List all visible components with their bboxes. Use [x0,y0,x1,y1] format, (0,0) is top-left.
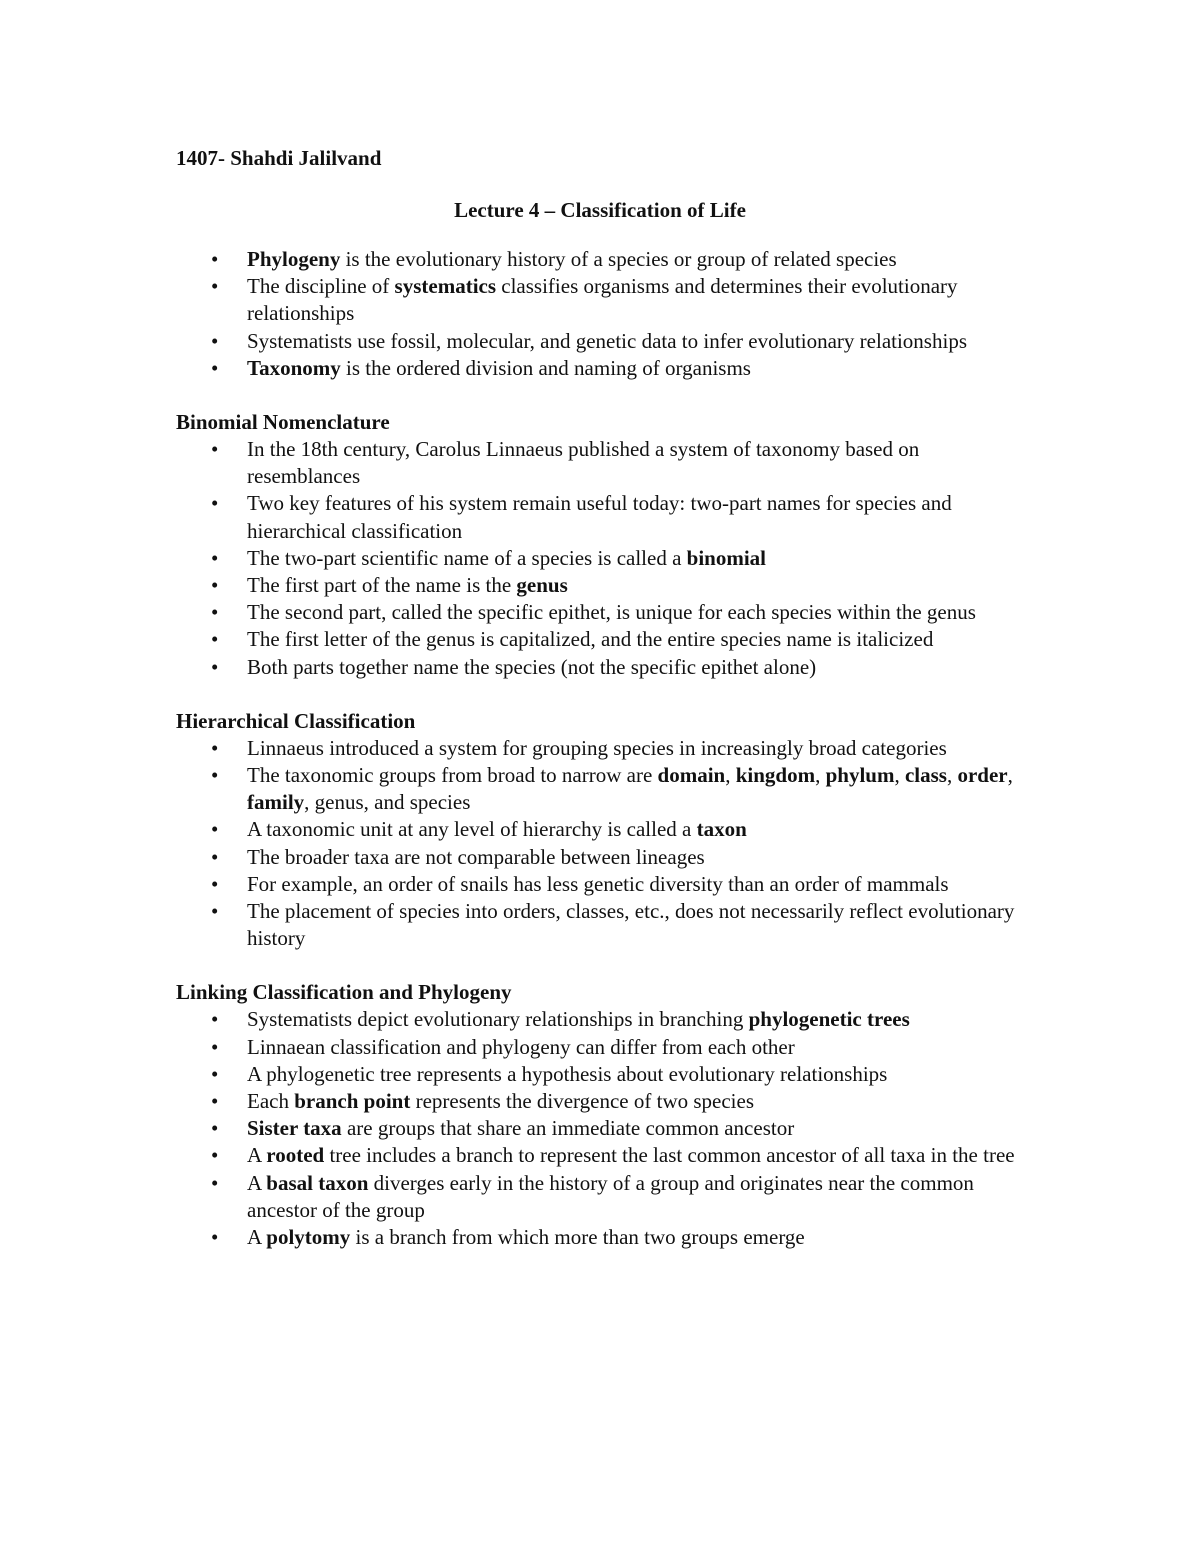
bullet-icon: • [211,328,219,353]
section [176,708,1036,953]
list-item-text: Taxonomy is the ordered division and naming of organisms [247,355,751,380]
bullet-icon: • [211,763,219,788]
list-item [176,735,1036,762]
list-item-text: The first letter of the genus is capitalized, and the entire species name is italicized [247,627,934,652]
list-item [176,1115,1036,1142]
list-item-text: A phylogenetic tree represents a hypothesis about evolutionary relationships [247,1061,888,1086]
bullet-list [176,735,1036,953]
key-term: class [904,763,947,788]
key-term: systematics [394,274,497,299]
bullet-icon: • [211,247,219,271]
list-item-text: For example, an order of snails has less genetic diversity than an order of mammals [247,871,949,896]
list-item [176,1142,1036,1169]
key-term: Sister taxa [247,1116,342,1141]
list-item-text: Systematists depict evolutionary relationships in branching phylogenetic trees [247,1007,910,1032]
bullet-icon: • [211,1007,219,1032]
bullet-icon: • [211,871,219,896]
list-item-text: Linnaean classification and phylogeny can differ from each other [247,1034,795,1059]
key-term: rooted [266,1143,325,1168]
list-item [176,654,1036,681]
section-heading: Hierarchical Classification [176,708,416,733]
list-item-text: Two key features of his system remain useful today: two-part names for species and hierarchical classification [247,491,952,543]
lecture-title: Lecture 4 – Classification of Life [454,198,746,222]
document-body [176,246,1036,1251]
bullet-icon: • [211,355,219,380]
bullet-icon: • [211,627,219,652]
bullet-list [176,246,1036,382]
key-term: genus [516,573,568,598]
key-term: polytomy [266,1225,351,1250]
list-item [176,1006,1036,1033]
list-item-text: The two-part scientific name of a species is called a binomial [247,545,767,570]
bullet-icon: • [211,437,219,462]
list-item-text: In the 18th century, Carolus Linnaeus published a system of taxonomy based on resemblances [247,437,920,489]
key-term: phylum [825,763,895,788]
section [176,979,1036,1251]
list-item-text: The taxonomic groups from broad to narrow are domain, kingdom, phylum, class, order, family, genus, and species [247,763,1013,815]
bullet-icon: • [211,545,219,570]
list-item [176,273,1036,327]
key-term: branch point [294,1089,411,1114]
bullet-icon: • [211,274,219,299]
bullet-icon: • [211,1089,219,1114]
section-heading: Binomial Nomenclature [176,410,390,435]
list-item [176,328,1036,355]
list-item-text: The placement of species into orders, classes, etc., does not necessarily reflect evolutionary history [247,899,1015,951]
key-term: order [957,763,1008,788]
bullet-list [176,436,1036,681]
list-item-text: Each branch point represents the divergence of two species [247,1089,755,1114]
key-term: taxon [696,817,747,842]
key-term: kingdom [735,763,816,788]
list-item-text: The second part, called the specific epithet, is unique for each species within the genus [247,600,976,625]
list-item [176,816,1036,843]
bullet-icon: • [211,1116,219,1141]
bullet-icon: • [211,899,219,924]
list-item-text: The first part of the name is the genus [247,573,568,598]
list-item [176,762,1036,816]
bullet-icon: • [211,735,219,760]
list-item [176,1088,1036,1115]
bullet-icon: • [211,654,219,679]
list-item [176,1061,1036,1088]
bullet-icon: • [211,600,219,625]
list-item-text: Phylogeny is the evolutionary history of a species or group of related species [247,247,897,271]
list-item [176,1224,1036,1251]
list-item [176,572,1036,599]
bullet-icon: • [211,1225,219,1250]
key-term: basal taxon [266,1170,369,1195]
key-term: family [247,790,305,815]
list-item [176,844,1036,871]
key-term: Phylogeny [247,247,341,271]
bullet-icon: • [211,1143,219,1168]
list-item-text: The discipline of systematics classifies organisms and determines their evolutionary relationships [247,274,958,326]
list-item-text: Sister taxa are groups that share an immediate common ancestor [247,1116,795,1141]
list-item [176,1170,1036,1224]
key-term: phylogenetic trees [748,1007,910,1032]
bullet-list [176,1006,1036,1251]
list-item [176,246,1036,273]
list-item [176,599,1036,626]
section-heading: Linking Classification and Phylogeny [176,980,512,1005]
bullet-icon: • [211,817,219,842]
list-item-text: A basal taxon diverges early in the history of a group and originates near the common ancestor of the group [247,1170,974,1222]
list-item-text: A rooted tree includes a branch to represent the last common ancestor of all taxa in the tree [247,1143,1015,1168]
list-item-text: Both parts together name the species (not the specific epithet alone) [247,654,817,679]
list-item-text: A taxonomic unit at any level of hierarchy is called a taxon [247,817,747,842]
list-item [176,355,1036,382]
list-item-text: Systematists use fossil, molecular, and genetic data to infer evolutionary relationships [247,328,967,353]
list-item-text: The broader taxa are not comparable between lineages [247,844,705,869]
section [176,409,1036,681]
key-term: domain [657,763,726,788]
list-item-text: A polytomy is a branch from which more than two groups emerge [247,1225,805,1250]
bullet-icon: • [211,491,219,516]
key-term: binomial [686,545,767,570]
bullet-icon: • [211,1034,219,1059]
list-item [176,898,1036,952]
list-item [176,545,1036,572]
list-item [176,626,1036,653]
key-term: Taxonomy [247,355,341,380]
bullet-icon: • [211,573,219,598]
section [176,246,1036,382]
bullet-icon: • [211,1170,219,1195]
bullet-icon: • [211,844,219,869]
list-item [176,871,1036,898]
list-item [176,436,1036,490]
list-item-text: Linnaeus introduced a system for grouping species in increasingly broad categories [247,735,947,760]
author-line: 1407- Shahdi Jalilvand [176,146,382,170]
list-item [176,490,1036,544]
list-item [176,1034,1036,1061]
bullet-icon: • [211,1061,219,1086]
